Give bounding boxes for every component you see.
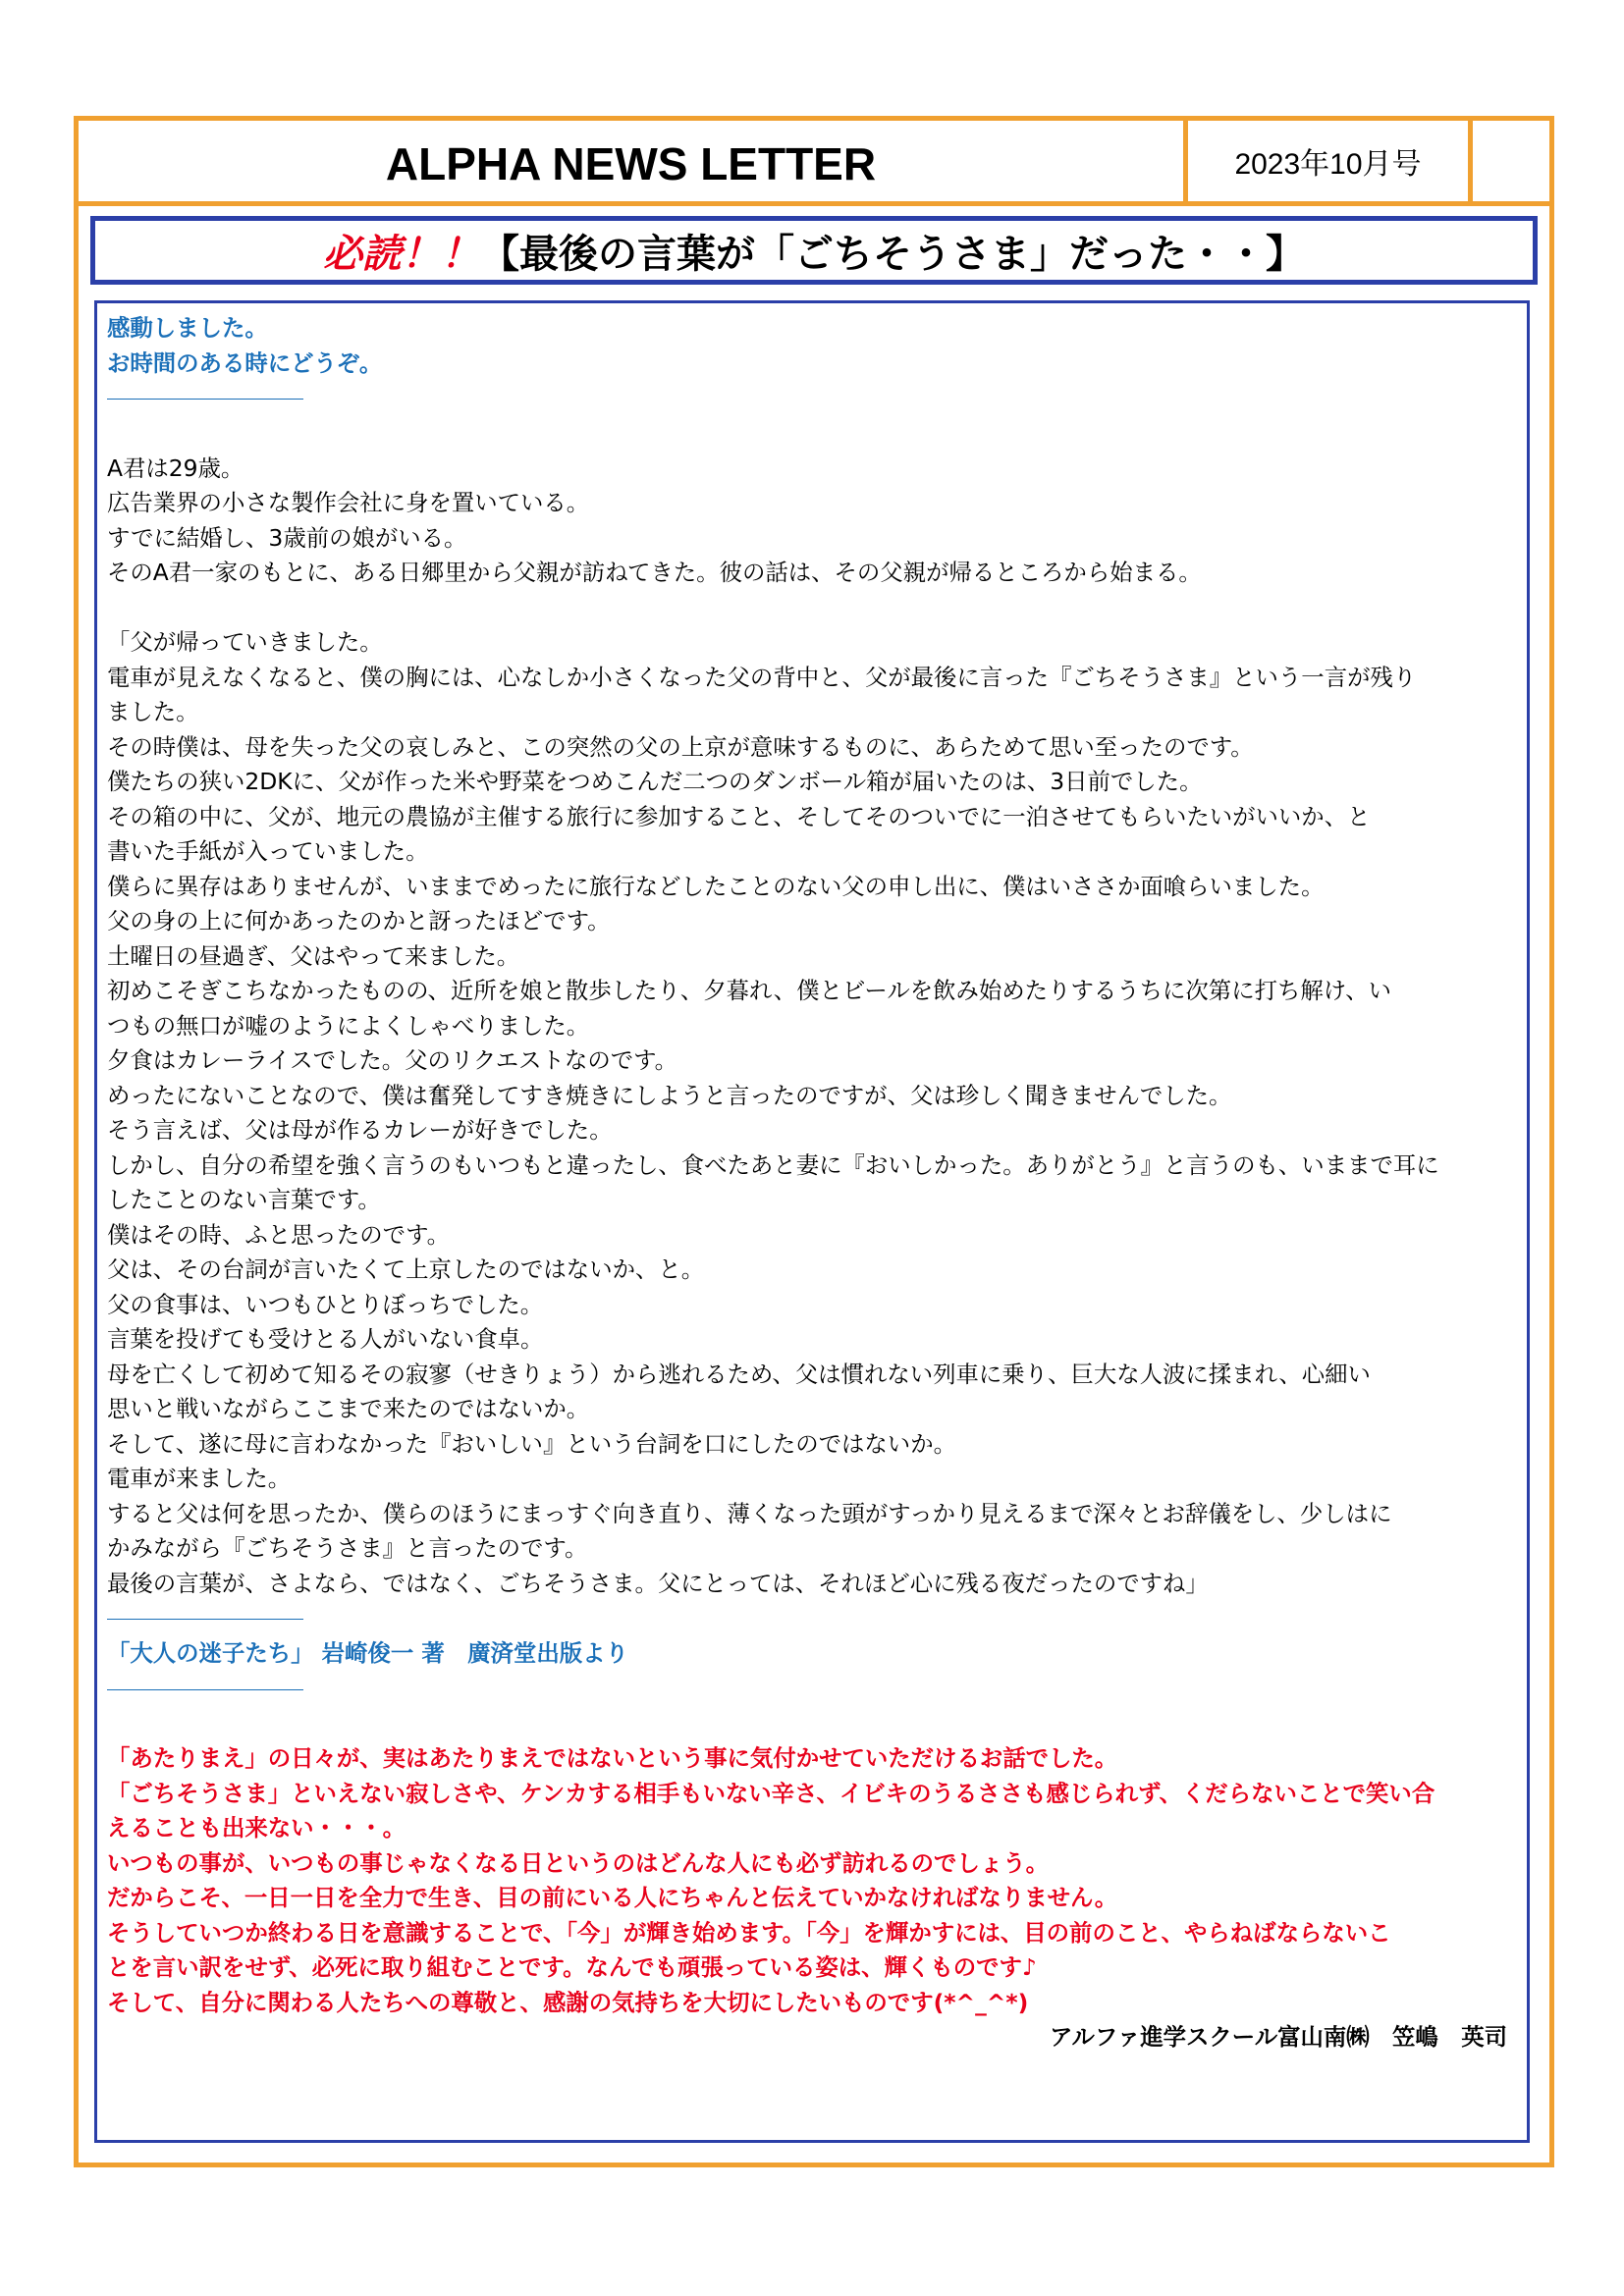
story-line: かみながら『ごちそうさま』と言ったのです。 <box>107 1534 588 1562</box>
story-intro <box>107 452 1517 591</box>
story-line: ました。 <box>107 698 199 725</box>
story-line: 父の身の上に何かあったのかと訝ったほどです。 <box>107 907 611 934</box>
afterword-line: だからこそ、一日一日を全力で生き、目の前にいる人にちゃんと伝えていかなければなりません。 <box>107 1884 1118 1911</box>
article-body <box>94 300 1530 2143</box>
story-line: 僕らに異存はありませんが、いままでめったに旅行などしたことのない父の申し出に、僕はいささか面喰らいました。 <box>107 872 1325 900</box>
story-line: 「父が帰っていきました。 <box>107 628 383 656</box>
separator <box>107 1672 303 1690</box>
story-line: 思いと戦いながらここまで来たのではないか。 <box>107 1395 590 1422</box>
afterword-line: 「ごちそうさま」といえない寂しさや、ケンカする相手もいない辛さ、イビキのうるささも感じられず、くだらないことで笑い合 <box>107 1779 1435 1807</box>
story-line: めったにないことなので、僕は奮発してすき焼きにしようと言ったのですが、父は珍しく聞きませんでした。 <box>107 1081 1232 1109</box>
story-line: 父の食事は、いつもひとりぼっちでした。 <box>107 1290 544 1318</box>
story-line: したことのない言葉です。 <box>107 1186 381 1213</box>
newsletter-title: ALPHA NEWS LETTER <box>79 121 1188 201</box>
story-line: 僕はその時、ふと思ったのです。 <box>107 1220 450 1249</box>
separator <box>107 381 303 400</box>
story-line: すると父は何を思ったか、僕らのほうにまっすぐ向き直り、薄くなった頭がすっかり見えるまで深々とお辞儀をし、少しはに <box>107 1499 1392 1527</box>
story-line: 電車が見えなくなると、僕の胸には、心なしか小さくなった父の背中と、父が最後に言った『ごちそうさま』という一言が残り <box>107 663 1417 691</box>
source-credit: 「大人の迷子たち」 岩崎俊一 著 廣済堂出版より <box>107 1639 628 1667</box>
story-line: 初めこそぎこちなかったものの、近所を娘と散歩したり、夕暮れ、僕とビールを飲み始めたりするうちに次第に打ち解け、い <box>107 977 1391 1004</box>
story-line: 母を亡くして初めて知るその寂寥（せきりょう）から逃れるため、父は慣れない列車に乗り、巨大な人波に揉まれ、心細い <box>107 1360 1371 1388</box>
story-line: しかし、自分の希望を強く言うのもいつもと違ったし、食べたあと妻に『おいしかった。ありがとう』と言うのも、いままで耳に <box>107 1150 1439 1179</box>
story-line: つもの無口が嘘のようによくしゃべりました。 <box>107 1011 590 1040</box>
story-line: 電車が来ました。 <box>107 1465 292 1492</box>
afterword-line: そうしていつか終わる日を意識することで、「今」が輝き始めます。「今」を輝かすには、目の前のこと、やらねばならないこ <box>107 1918 1391 1947</box>
story-line: 最後の言葉が、さよなら、ではなく、ごちそうさま。父にとっては、それほど心に残る夜だったのですね」 <box>107 1569 1209 1597</box>
separator <box>107 1601 303 1620</box>
afterword-line: とを言い訳をせず、必死に取り組むことです。なんでも頑張っている姿は、輝くものです♪ <box>107 1953 1037 1981</box>
must-read-label: 必読！！ <box>323 231 480 277</box>
issue-date: 2023年10月号 <box>1188 121 1473 201</box>
story-text <box>107 625 1517 1601</box>
afterword <box>107 1741 1517 2020</box>
afterword-line: 「あたりまえ」の日々が、実はあたりまえではないという事に気付かせていただけるお話でした。 <box>107 1744 1118 1772</box>
story-intro-line: 広告業界の小さな製作会社に身を置いている。 <box>107 489 590 516</box>
story-intro-line: そのA君一家のもとに、ある日郷里から父親が訪ねてきた。彼の話は、その父親が帰るところから始まる。 <box>107 559 1202 586</box>
story-line: 僕たちの狭い2DKに、父が作った米や野菜をつめこんだ二つのダンボール箱が届いたのは、3日前でした。 <box>107 768 1203 795</box>
story-intro-line: すでに結婚し、3歳前の娘がいる。 <box>107 523 467 552</box>
story-line: 父は、その台詞が言いたくて上京したのではないか、と。 <box>107 1255 705 1283</box>
story-line: その時僕は、母を失った父の哀しみと、この突然の父の上京が意味するものに、あらためて思い至ったのです。 <box>107 732 1254 761</box>
intro-line: 感動しました。 <box>107 314 268 342</box>
story-line: 夕食はカレーライスでした。父のリクエストなのです。 <box>107 1046 678 1074</box>
story-line: 言葉を投げても受けとる人がいない食卓。 <box>107 1325 544 1353</box>
signature: アルファ進学スクール富山南㈱ 笠嶋 英司 <box>1050 2023 1507 2051</box>
header <box>74 116 1554 206</box>
afterword-line: そして、自分に関わる人たちへの尊敬と、感謝の気持ちを大切にしたいものです(*^_^*) <box>107 1988 1029 2016</box>
story-line: そう言えば、父は母が作るカレーが好きでした。 <box>107 1116 613 1144</box>
headline-text: 【最後の言葉が「ごちそうさま」だった・・】 <box>480 231 1305 277</box>
story-intro-line: A君は29歳。 <box>107 454 244 482</box>
intro-line: お時間のある時にどうぞ。 <box>107 348 383 377</box>
story-line: 書いた手紙が入っていました。 <box>107 837 429 865</box>
afterword-line: いつもの事が、いつもの事じゃなくなる日というのはどんな人にも必ず訪れるのでしょう。 <box>107 1848 1050 1877</box>
story-line: その箱の中に、父が、地元の農協が主催する旅行に参加すること、そしてそのついでに一泊させてもらいたいがいいか、と <box>107 802 1371 830</box>
afterword-line: えることも出来ない・・・。 <box>107 1814 406 1842</box>
story-line: そして、遂に母に言わなかった『おいしい』という台詞を口にしたのではないか。 <box>107 1429 956 1458</box>
headline-banner <box>90 216 1538 285</box>
story-line: 土曜日の昼過ぎ、父はやって来ました。 <box>107 941 520 970</box>
